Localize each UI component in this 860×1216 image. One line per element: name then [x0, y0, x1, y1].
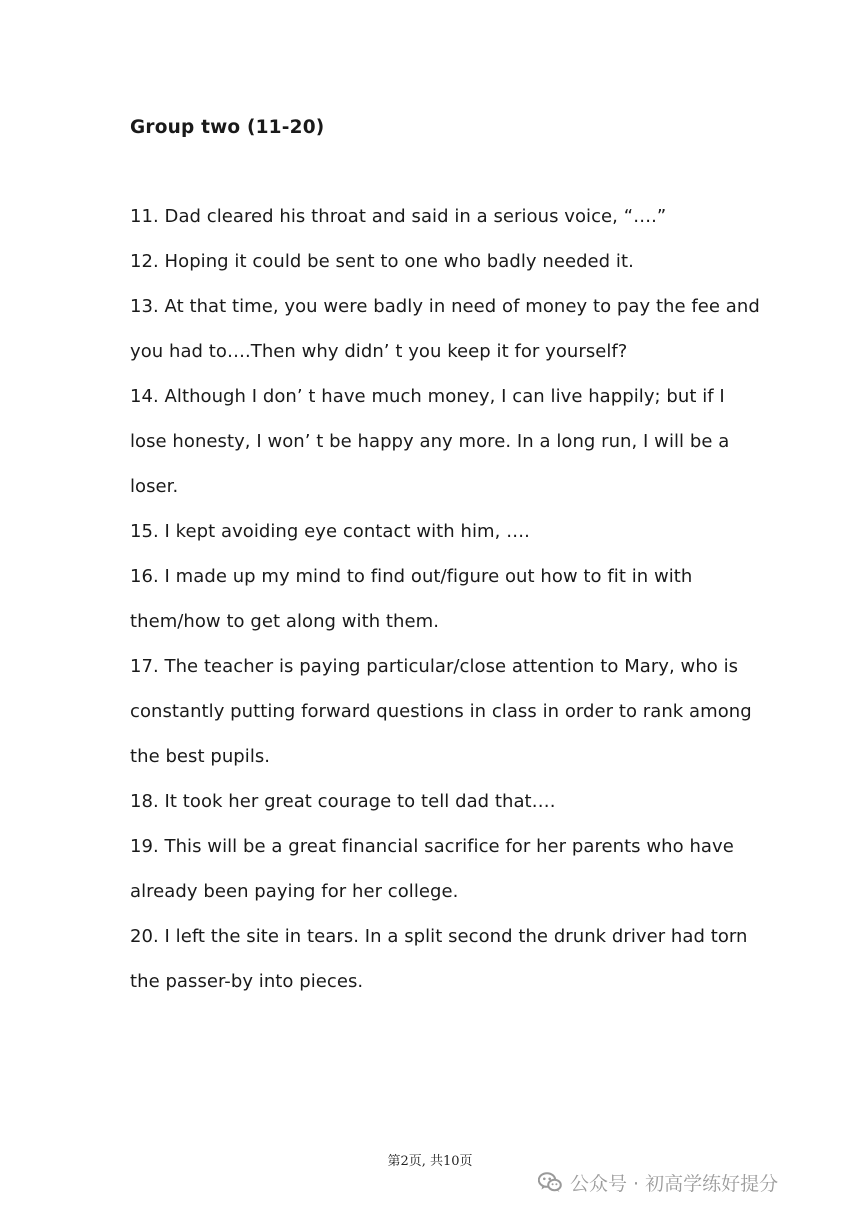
text-line: you had to….Then why didn’ t you keep it for yourself?	[130, 341, 628, 362]
watermark-text: 公众号 · 初高学练好提分	[570, 1172, 779, 1195]
text-line: 19. This will be a great financial sacrifice for her parents who have	[130, 836, 734, 857]
text-line: 14. Although I don’ t have much money, I can live happily; but if I	[130, 386, 725, 407]
text-line: loser.	[130, 476, 179, 497]
wechat-icon	[538, 1171, 570, 1193]
text-line: 20. I left the site in tears. In a split second the drunk driver had torn	[130, 926, 748, 947]
text-line: already been paying for her college.	[130, 881, 459, 902]
text-line: 11. Dad cleared his throat and said in a serious voice, “….”	[130, 206, 667, 227]
text-line: constantly putting forward questions in class in order to rank among	[130, 701, 752, 722]
text-line: the best pupils.	[130, 746, 271, 767]
text-line: 16. I made up my mind to find out/figure out how to fit in with	[130, 566, 693, 587]
text-line: them/how to get along with them.	[130, 611, 439, 632]
page-title: Group two (11-20)	[130, 117, 325, 138]
text-line: 13. At that time, you were badly in need of money to pay the fee and	[130, 296, 760, 317]
sentence-list	[130, 202, 760, 1012]
text-line: lose honesty, I won’ t be happy any more. In a long run, I will be a	[130, 431, 730, 452]
text-line: the passer-by into pieces.	[130, 971, 364, 992]
text-line: 17. The teacher is paying particular/close attention to Mary, who is	[130, 656, 739, 677]
watermark	[538, 1166, 778, 1198]
text-line: 15. I kept avoiding eye contact with him, ….	[130, 521, 530, 542]
text-line: 18. It took her great courage to tell dad that….	[130, 791, 556, 812]
text-line: 12. Hoping it could be sent to one who badly needed it.	[130, 251, 634, 272]
page-number: 第2页, 共10页	[387, 1154, 473, 1169]
